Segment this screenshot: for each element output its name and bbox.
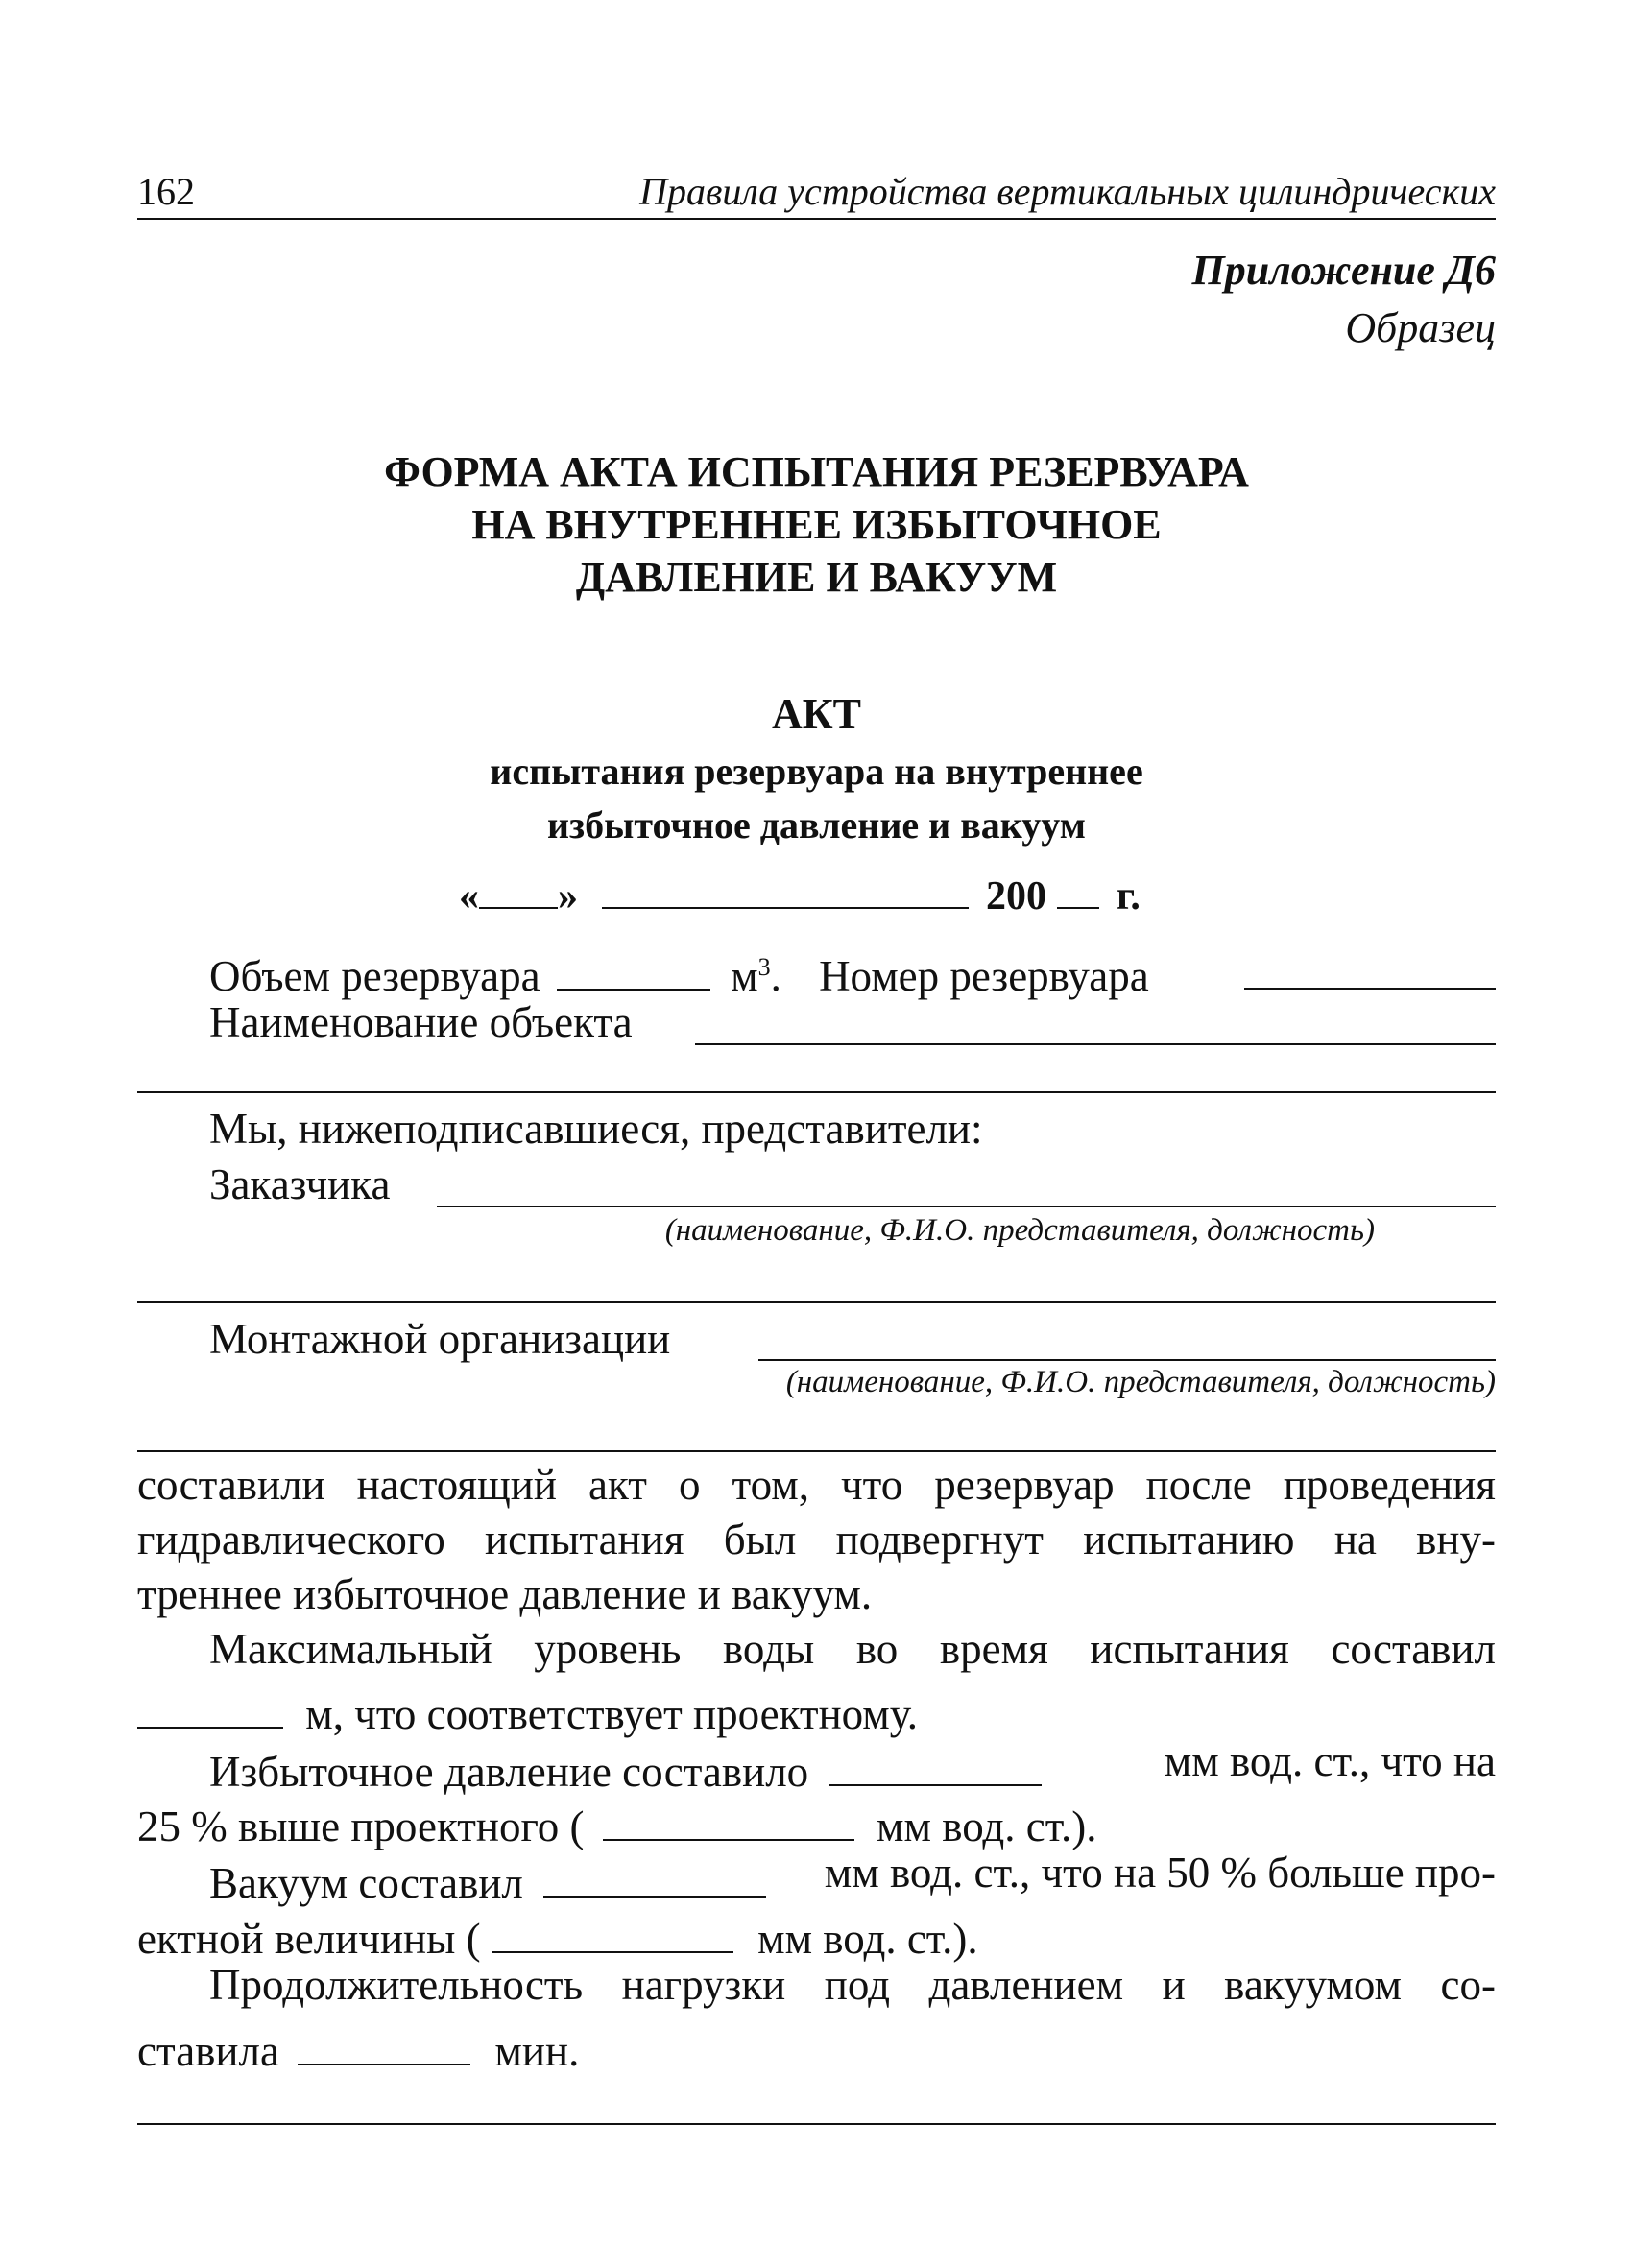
page-number: 162 xyxy=(137,170,195,213)
pressure-design-label: 25 % выше проектного ( xyxy=(137,1802,585,1850)
volume-label: Объем резервуара xyxy=(209,952,540,1000)
representatives-intro: Мы, нижеподписавшиеся, представители: xyxy=(209,1105,983,1153)
pressure-unit-text: мм вод. ст., что на xyxy=(1164,1737,1496,1785)
day-blank xyxy=(479,859,558,909)
duration-label: ставила xyxy=(137,2027,279,2075)
appendix-label: Приложение Д6 xyxy=(1191,247,1496,294)
year-prefix: 200 xyxy=(986,874,1046,919)
pressure-label: Избыточное давление составило xyxy=(209,1748,809,1796)
vacuum-unit-text: мм вод. ст., что на 50 % больше про- xyxy=(824,1849,1496,1897)
number-blank xyxy=(1244,988,1496,990)
month-blank xyxy=(602,859,969,909)
contractor-blank-continued xyxy=(137,1450,1496,1452)
date-open-quote: « xyxy=(459,874,479,919)
paragraph-5-line-2 xyxy=(137,2016,579,2076)
paragraph-5-line-1: Продолжительность нагрузки под давлением и вакуумом со- xyxy=(209,1961,1496,2009)
vacuum-design-blank xyxy=(492,1903,733,1953)
number-label: Номер резервуара xyxy=(819,952,1149,1000)
customer-label: Заказчика xyxy=(209,1160,391,1208)
year-blank xyxy=(1057,859,1099,909)
object-blank xyxy=(695,1043,1496,1045)
sample-label: Образец xyxy=(1345,304,1496,351)
volume-blank xyxy=(557,941,710,991)
water-level-text: м, что соответствует проектному. xyxy=(305,1690,919,1738)
volume-unit: $м^3$. xyxy=(731,952,781,1000)
act-subtitle-2: избыточное давление и вакуум xyxy=(547,803,1086,847)
date-close-quote: » xyxy=(558,874,578,919)
date-line xyxy=(459,859,1141,919)
form-title-line-3: ДАВЛЕНИЕ И ВАКУУМ xyxy=(575,554,1058,601)
water-level-blank xyxy=(137,1679,283,1729)
pressure-design-blank xyxy=(603,1791,854,1841)
paragraph-4-line-2 xyxy=(137,1903,978,1964)
object-blank-continued xyxy=(137,1091,1496,1093)
bottom-rule xyxy=(137,2123,1496,2125)
duration-unit: мин. xyxy=(494,2027,580,2075)
running-title: Правила устройства вертикальных цилиндрических xyxy=(639,170,1496,213)
duration-blank xyxy=(298,2016,470,2065)
header-rule xyxy=(137,218,1496,220)
vacuum-label: Вакуум составил xyxy=(209,1859,523,1907)
vacuum-design-label: ектной величины ( xyxy=(137,1915,481,1963)
paragraph-1-line-3: треннее избыточное давление и вакуум. xyxy=(137,1570,873,1618)
pressure-design-unit: мм вод. ст.). xyxy=(877,1802,1097,1850)
year-suffix: г. xyxy=(1117,874,1141,919)
customer-blank-continued xyxy=(137,1301,1496,1303)
paragraph-1-line-1: составили настоящий акт о том, что резервуар после проведения xyxy=(137,1461,1496,1509)
paragraph-3-line-2 xyxy=(137,1791,1097,1851)
paragraph-2-line-1: Максимальный уровень воды во время испытания составил xyxy=(209,1625,1496,1673)
act-subtitle-1: испытания резервуара на внутреннее xyxy=(490,750,1143,793)
vacuum-design-unit: мм вод. ст.). xyxy=(757,1915,978,1963)
contractor-label: Монтажной организации xyxy=(209,1315,671,1363)
customer-blank xyxy=(437,1206,1496,1207)
paragraph-4-line-1 xyxy=(209,1848,766,1908)
vacuum-blank xyxy=(543,1848,766,1898)
form-title-line-2: НА ВНУТРЕННЕЕ ИЗБЫТОЧНОЕ xyxy=(471,501,1162,548)
paragraph-3-line-1 xyxy=(209,1736,1042,1797)
object-label: Наименование объекта xyxy=(209,998,633,1046)
form-title-line-1: ФОРМА АКТА ИСПЫТАНИЯ РЕЗЕРВУАРА xyxy=(384,448,1249,495)
contractor-caption: (наименование, Ф.И.О. представителя, должность) xyxy=(785,1365,1496,1399)
act-title: АКТ xyxy=(771,690,862,737)
paragraph-2-line-2 xyxy=(137,1679,918,1739)
pressure-blank xyxy=(829,1736,1042,1786)
contractor-blank xyxy=(758,1359,1496,1361)
customer-caption: (наименование, Ф.И.О. представителя, должность) xyxy=(664,1213,1375,1248)
paragraph-1-line-2: гидравлического испытания был подвергнут испытанию на вну- xyxy=(137,1516,1496,1564)
volume-line xyxy=(209,941,1149,1001)
